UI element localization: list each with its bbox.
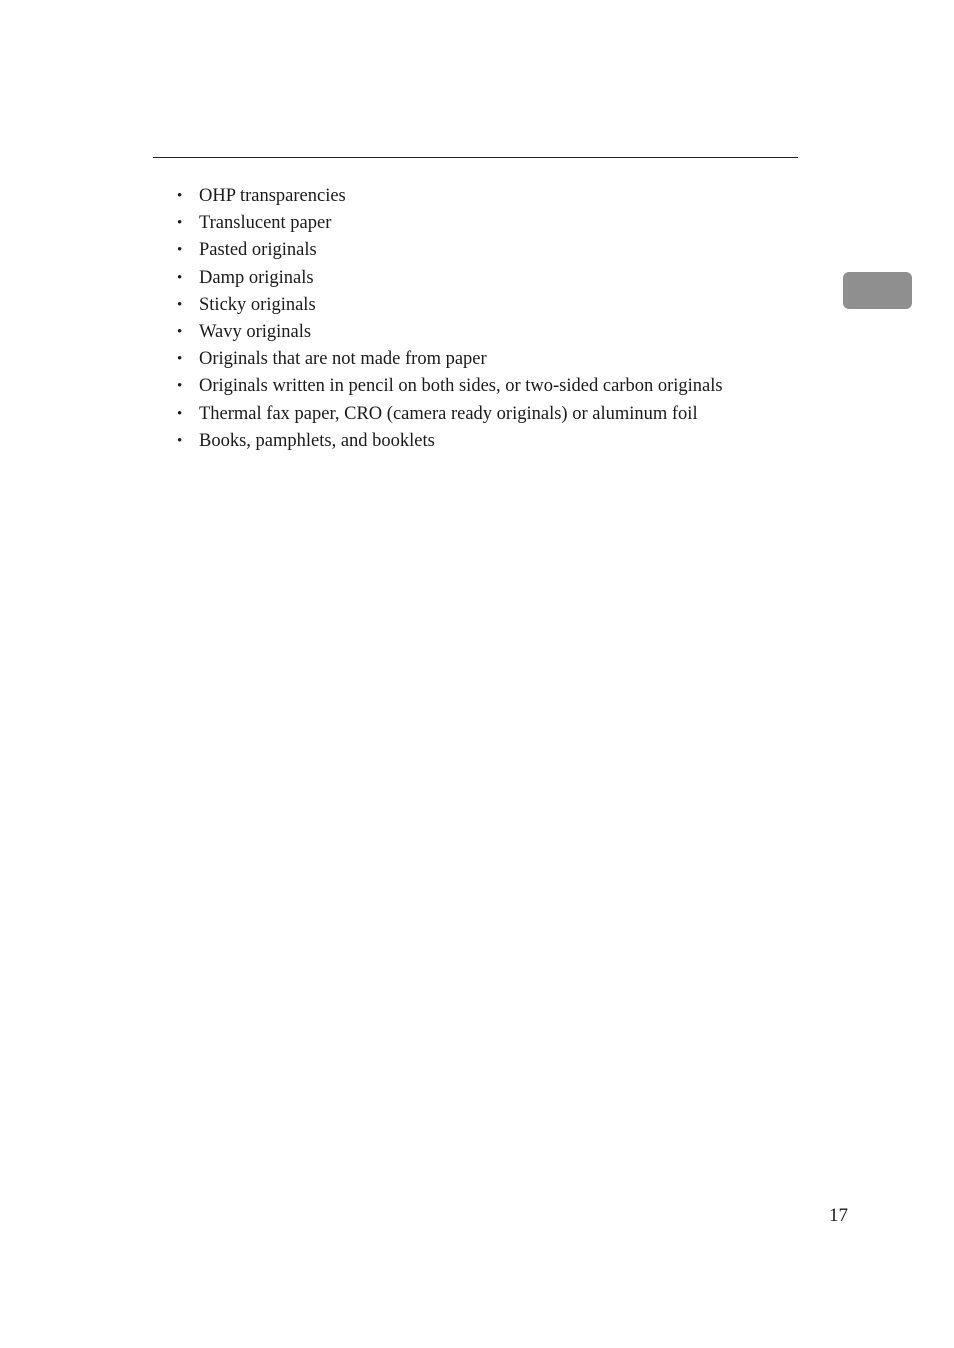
header-rule	[153, 157, 798, 158]
list-item-text: Originals written in pencil on both sides, or two-sided carbon originals	[199, 376, 723, 397]
bullet-icon: •	[177, 378, 183, 395]
list-item-text: Pasted originals	[199, 240, 317, 261]
list-item-text: Sticky originals	[199, 294, 316, 315]
bullet-icon: •	[177, 269, 183, 286]
list-item-text: Books, pamphlets, and booklets	[199, 430, 435, 451]
bullet-icon: •	[177, 188, 183, 204]
page-number: 17	[829, 1205, 848, 1226]
list-item-text: Wavy originals	[199, 321, 312, 342]
list-item-text: Translucent paper	[199, 213, 332, 234]
bullet-icon: •	[177, 432, 183, 449]
bullet-icon: •	[177, 242, 183, 259]
list-item-text: Damp originals	[199, 267, 314, 288]
list-item-text: Thermal fax paper, CRO (camera ready originals) or aluminum foil	[199, 403, 698, 424]
bullet-icon: •	[177, 215, 183, 232]
bullet-icon: •	[177, 296, 183, 313]
list-item-text: Originals that are not made from paper	[199, 349, 487, 370]
bullet-icon: •	[177, 323, 183, 340]
list-item-text: OHP transparencies	[199, 186, 346, 206]
bullet-icon: •	[177, 351, 183, 368]
chapter-tab	[843, 272, 912, 309]
bullet-icon: •	[177, 405, 183, 422]
